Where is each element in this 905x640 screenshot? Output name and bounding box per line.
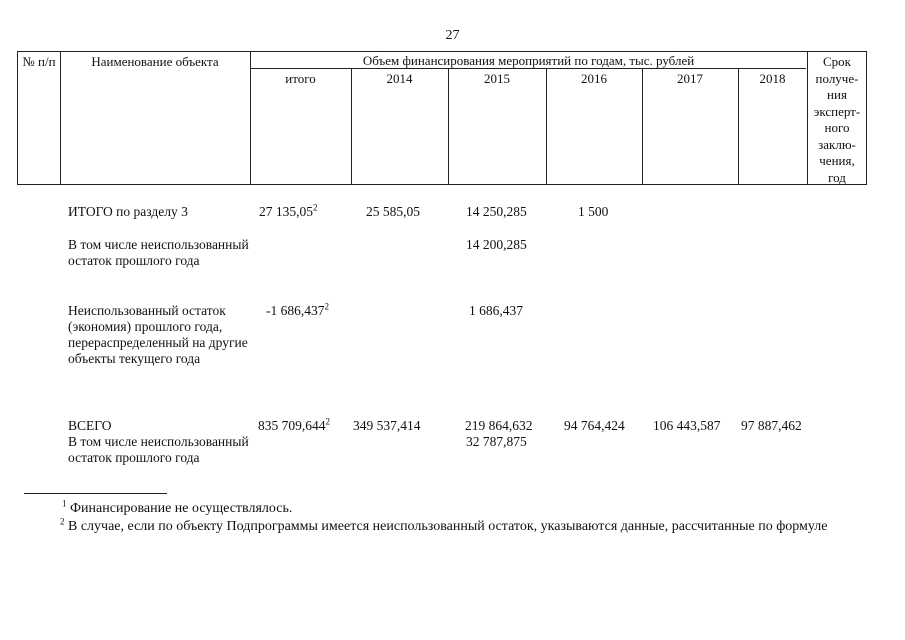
cell-2018: 97 887,462 <box>741 418 802 433</box>
row-label: ВСЕГО <box>68 418 112 433</box>
cell-total: 27 135,05$^2$ <box>259 202 318 219</box>
row-label: В том числе неиспользованный остаток прошлого года <box>68 434 249 465</box>
cell-2014: 25 585,05 <box>366 204 420 219</box>
cell-2017: 106 443,587 <box>653 418 721 433</box>
header-deadline: Срок получе-ния эксперт-ного заклю-чения, год <box>813 54 861 185</box>
footnote-2: $^2$ В случае, если по объекту Подпрограммы имеется неиспользованный остаток, указываются данные, рассчитанные по формуле <box>60 516 828 534</box>
footnote-separator <box>24 493 167 494</box>
header-year-2015: 2015 <box>484 71 510 86</box>
cell-2015: 32 787,875 <box>466 434 527 449</box>
header-total: итого <box>285 71 316 86</box>
cell-2015: 14 200,285 <box>466 237 527 252</box>
header-divider <box>250 68 806 69</box>
cell-2014: 349 537,414 <box>353 418 421 433</box>
page-number: 27 <box>445 28 460 43</box>
header-year-2017: 2017 <box>677 71 703 86</box>
footnote-1: $^1$ Финансирование не осуществлялось. <box>62 498 293 516</box>
cell-total: -1 686,437$^2$ <box>266 301 329 318</box>
cell-2015: 14 250,285 <box>466 204 527 219</box>
header-name: Наименование объекта <box>91 54 219 69</box>
column-divider <box>60 52 61 184</box>
header-year-2016: 2016 <box>581 71 607 86</box>
column-divider <box>546 68 547 184</box>
column-divider <box>448 68 449 184</box>
column-divider <box>738 68 739 184</box>
table-header <box>17 51 867 185</box>
header-year-2014: 2014 <box>386 71 413 86</box>
cell-total: 835 709,644$^2$ <box>258 416 330 433</box>
header-year-2018: 2018 <box>759 71 786 86</box>
column-divider <box>250 52 251 184</box>
column-divider <box>642 68 643 184</box>
row-label: ИТОГО по разделу 3 <box>68 204 188 219</box>
cell-2016: 94 764,424 <box>564 418 625 433</box>
cell-2016: 1 500 <box>578 204 609 219</box>
row-label: Неиспользованный остаток (экономия) прошлого года, перераспределенный на другие объекты текущего года <box>68 303 248 366</box>
column-divider <box>807 52 808 184</box>
cell-2015: 219 864,632 <box>465 418 533 433</box>
cell-2015: 1 686,437 <box>469 303 523 318</box>
column-divider <box>351 68 352 184</box>
header-funding: Объем финансирования мероприятий по годам, тыс. рублей <box>362 53 695 68</box>
row-label: В том числе неиспользованный остаток прошлого года <box>68 237 249 268</box>
header-num: № п/п <box>22 54 56 69</box>
